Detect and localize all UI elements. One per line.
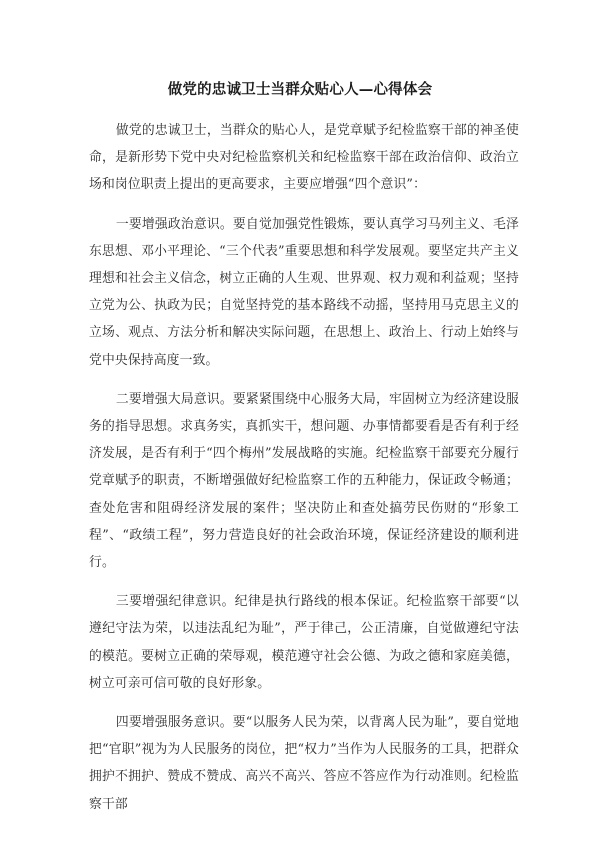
document-body	[89, 117, 519, 818]
paragraph-overall-awareness: 二要增强大局意识。要紧紧围绕中心服务大局，牢固树立为经济建设服务的指导思想。求真务实，真抓实干，想问题、办事情都要看是否有利于经济发展，是否有利于“四个梅州”发展战略的实施。纪检监察干部要充分履行党章赋予的职责，不断增强做好纪检监察工作的五种能力，保证政令畅通；查处危害和阻碍经济发展的案件；坚决防止和查处搞劳民伤财的“形象工程”、“政绩工程”，努力营造良好的社会政治环境，保证经济建设的顺利进行。	[89, 391, 519, 571]
paragraph-discipline-awareness: 三要增强纪律意识。纪律是执行路线的根本保证。纪检监察干部要“以遵纪守法为荣，以违法乱纪为耻”，严于律己，公正清廉，自觉做遵纪守法的模范。要树立正确的荣辱观，模范遵守社会公德、为政之德和家庭美德，树立可亲可信可敬的良好形象。	[89, 594, 519, 691]
document-title: 做党的忠诚卫士当群众贴心人—心得体会	[167, 82, 433, 98]
paragraph-political-awareness: 一要增强政治意识。要自觉加强党性锻炼，要认真学习马列主义、毛泽东思想、邓小平理论、“三个代表”重要思想和科学发展观。要坚定共产主义理想和社会主义信念，树立正确的人生观、世界观、权力观和利益观；坚持立党为公、执政为民；自觉坚持党的基本路线不动摇，坚持用马克思主义的立场、观点、方法分析和解决实际问题，在思想上、政治上、行动上始终与党中央保持高度一致。	[89, 216, 519, 368]
paragraph-service-awareness: 四要增强服务意识。要“以服务人民为荣，以背离人民为耻”，要自觉地把“官职”视为为人民服务的岗位，把“权力”当作为人民服务的工具，把群众拥护不拥护、赞成不赞成、高兴不高兴、答应不答应作为行动准则。纪检监察干部	[89, 715, 519, 812]
paragraph-intro: 做党的忠诚卫士，当群众的贴心人，是党章赋予纪检监察干部的神圣使命，是新形势下党中央对纪检监察机关和纪检监察干部在政治信仰、政治立场和岗位职责上提出的更高要求，主要应增强“四个意识”：	[89, 123, 519, 193]
